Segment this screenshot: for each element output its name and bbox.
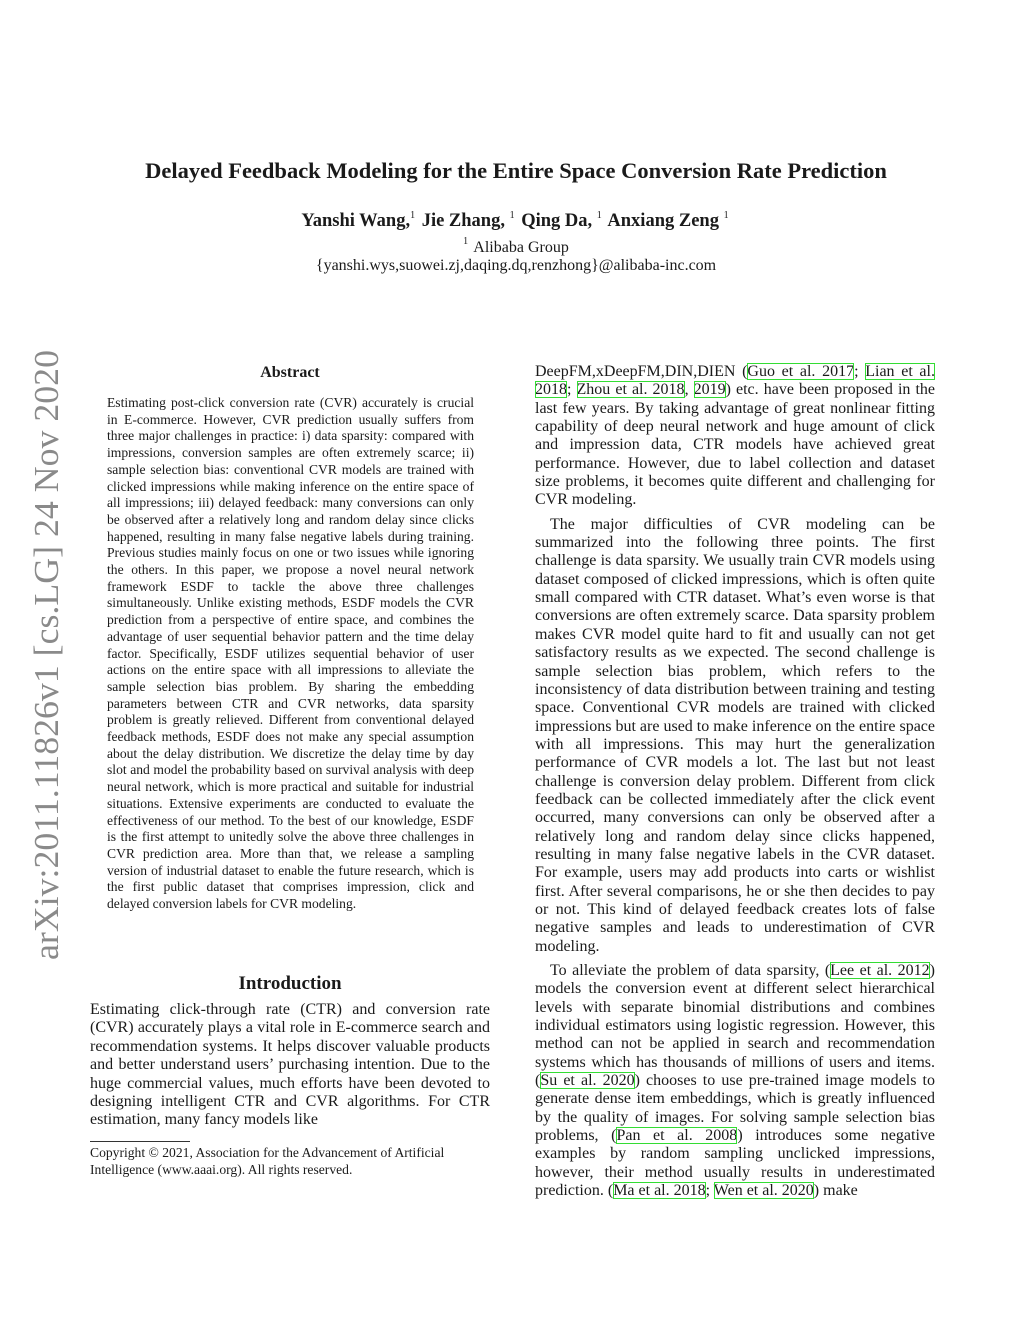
arxiv-identifier — [22, 340, 68, 960]
author-affiliation-mark: 1 — [509, 210, 515, 221]
text-run: DeepFM,xDeepFM,DIN,DIEN ( — [535, 363, 748, 380]
text-run: ; — [705, 1182, 714, 1200]
affiliation — [90, 236, 942, 257]
author-name: Jie Zhang, — [421, 211, 505, 231]
citation-link[interactable]: Lian et al. 2018 — [535, 363, 935, 399]
affiliation-mark: 1 — [463, 236, 469, 247]
text-run: ; — [854, 363, 866, 380]
citation-link[interactable]: Pan et al. 2008 — [616, 1127, 738, 1145]
author-affiliation-mark: 1 — [723, 210, 729, 221]
citation-link[interactable]: Su et al. 2020 — [540, 1072, 635, 1090]
right-column — [535, 363, 935, 1206]
text-run: ) models the conversion event at different select hierarchical levels with separate binomial distributions and combines individual estimators using logistic regression. However, this method can not be applied in search and recommendation systems which has thousands of millions of users and items. ( — [535, 962, 935, 1090]
author-name: Qing Da, — [521, 211, 593, 231]
text-run: ; — [567, 381, 577, 399]
abstract-body: Estimating post-click conversion rate (CVR) accurately is crucial in E-commerce. However, CVR prediction usually suffers from three major challenges in practice: i) data sparsity: compared with impressions, conversion samples are often extremely scarce; ii) sample selection bias: conventional CVR models are trained with clicked impressions while making inference on the entire space of all impressions; iii) delayed feedback: many conversions can only be observed after a relatively long and random delay since clicks happened, resulting in many false negative labels during training. Previous studies mainly focus on one or two issues while ignoring the others. In this paper, we propose a novel neural network framework ESDF to tackle the above three challenges simultaneously. Unlike existing methods, ESDF models the CVR prediction from a perspective of entire space, and combines the advantage of user sequential behavior pattern and the time delay factor. Specifically, ESDF utilizes sequential behavior of user actions on the entire space with all impressions to alleviate the sample selection bias problem. By sharing the embedding parameters between CTR and CVR networks, data sparsity problem is greatly relieved. Different from conventional delayed feedback methods, ESDF does not make any special assumption about the delay distribution. We discretize the delay time by day slot and model the probability based on survival analysis with deep neural network, which is more practical and suitable for industrial situations. Extensive experiments are conducted to evaluate the effectiveness of our method. To the best of our knowledge, ESDF is the first attempt to unitedly solve the above three challenges in CVR prediction area. More than that, we release a sampling version of industrial dataset to enable the future research, which is the first public dataset that comprises impression, click and delayed conversion labels for CVR modeling. — [107, 395, 474, 912]
footnote-rule — [90, 1141, 190, 1142]
author-name: Yanshi Wang, — [301, 211, 411, 231]
affiliation-name: Alibaba Group — [473, 239, 569, 256]
author-list — [90, 210, 942, 232]
citation-link[interactable]: Zhou et al. 2018 — [576, 381, 685, 399]
text-run: ) introduces some negative examples by random sampling unclicked impressions, however, their method usually results in underestimated prediction. ( — [535, 1127, 936, 1200]
author-name: Anxiang Zeng — [607, 211, 719, 231]
text-run: ) etc. have been proposed in the last few years. By taking advantage of great nonlinear fitting capability of deep neural network and huge amount of click and impression data, CTR models have achieved great performance. However, due to label collection and dataset size problems, it becomes quite different and challenging for CVR modeling. — [535, 381, 936, 509]
citation-link[interactable]: Wen et al. 2020 — [713, 1182, 814, 1200]
paper-title: Delayed Feedback Modeling for the Entire Space Conversion Rate Prediction — [145, 158, 887, 183]
text-run: ) make — [813, 1182, 858, 1200]
text-run: , — [684, 381, 694, 399]
author-affiliation-mark: 1 — [410, 210, 416, 221]
paragraph-data-sparsity — [535, 962, 935, 1200]
citation-link[interactable]: Guo et al. 2017 — [747, 363, 855, 380]
introduction-heading: Introduction — [238, 973, 342, 994]
citation-link[interactable]: 2019 — [693, 381, 726, 399]
arxiv-identifier-text: arXiv:2011.11826v1 [cs.LG] 24 Nov 2020 — [27, 363, 66, 960]
copyright-footnote: Copyright © 2021, Association for the Advancement of Artificial Intelligence (www.aaai.org). All rights reserved. — [90, 1145, 445, 1177]
text-run: ) chooses to use pre-trained image models to generate dense item embeddings, which is greatly influenced by the quality of images. For solving sample selection bias problems, ( — [535, 1072, 935, 1145]
text-run: To alleviate the problem of data sparsity, ( — [550, 962, 831, 979]
introduction-paragraph: Estimating click-through rate (CTR) and conversion rate (CVR) accurately plays a vital role in E-commerce search and recommendation systems. It helps discover valuable products and better understand users’ purchasing intention. Due to the huge commercial values, much efforts have been devoted to designing intelligent CTR and CVR algorithms. For CTR estimation, many fancy models like — [90, 1001, 490, 1129]
citation-link[interactable]: Ma et al. 2018 — [613, 1182, 706, 1200]
abstract-heading: Abstract — [260, 364, 320, 381]
paragraph-ctr-models — [535, 363, 935, 510]
citation-link[interactable]: Lee et al. 2012 — [830, 962, 930, 979]
paragraph-cvr-difficulties: The major difficulties of CVR modeling can be summarized into the following three points. The first challenge is data sparsity. We usually train CVR models using dataset composed of clicked impressions, which is often quite small compared with CTR dataset. What’s even worse is that conversions are often extremely scarce. Data sparsity problem makes CVR model quite hard to fit and usually can not get satisfactory results as we expected. The second challenge is sample selection bias problem, which refers to the inconsistency of data distribution between training and testing space. Conventional CVR models are trained with clicked impressions but are used to make inference on the entire space with all impressions. This may hurt the generalization performance of CVR models a lot. The last but not least challenge is conversion delay problem. Different from click feedback can be collected immediately after the click event occurred, many conversions can only be observed after a relatively long and random delay since clicks happened, resulting in many false negative labels in the CVR dataset. For example, users may add products into carts or wishlist first. After several comparisons, he or she then decides to pay or not. This kind of delayed feedback creates lots of false negative samples and leads to underestimation of CVR modeling. — [535, 515, 935, 955]
author-emails: {yanshi.wys,suowei.zj,daqing.dq,renzhong}@alibaba-inc.com — [315, 257, 717, 274]
author-affiliation-mark: 1 — [596, 210, 602, 221]
